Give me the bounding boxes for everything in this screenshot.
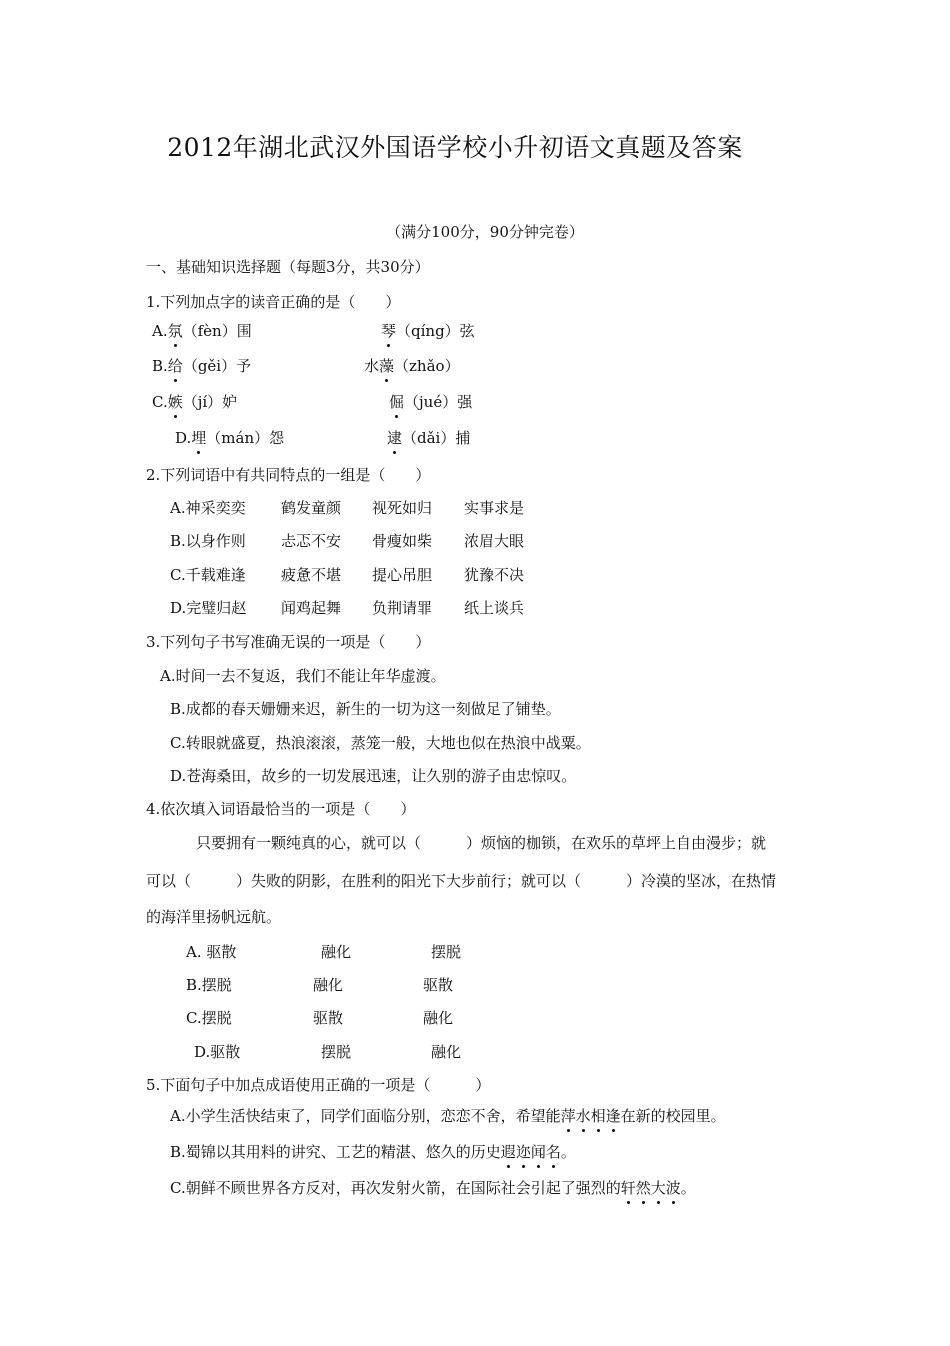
emphasis-dot-char: 大	[650, 1179, 666, 1197]
question-2-stem: 2.下列词语中有共同特点的一组是（ ）	[146, 466, 431, 484]
emphasis-dot-char: 迩	[515, 1143, 531, 1161]
q4-option-b-w3: 驱散	[423, 976, 454, 994]
q1-option-b-left: B.给（gěi）予	[152, 357, 252, 375]
emphasis-dot-char: 藻	[379, 357, 395, 375]
q4-option-a-w3: 摆脱	[431, 943, 462, 961]
exam-info: （满分100分，90分钟完卷）	[386, 223, 584, 241]
q4-option-d-w3: 融化	[431, 1043, 462, 1061]
q2-option-d-w1: D.完璧归赵	[170, 599, 247, 617]
q1-option-d-left: D.埋（mán）怨	[175, 429, 285, 447]
q4-option-a-w2: 融化	[321, 943, 352, 961]
emphasis-dot-char: 然	[635, 1179, 651, 1197]
q4-option-a-w1: A. 驱散	[186, 943, 237, 961]
emphasis-dot-char: 琴	[381, 322, 397, 340]
q3-option-b: B.成都的春天姗姗来迟，新生的一切为这一刻做足了铺垫。	[170, 700, 561, 718]
q2-option-b-w2: 忐忑不安	[281, 532, 342, 550]
q2-option-a-w3: 视死如归	[372, 499, 433, 517]
emphasis-dot-char: 水	[575, 1107, 591, 1125]
q4-option-b-w1: B.摆脱	[186, 976, 232, 994]
q3-option-c: C.转眼就盛夏，热浪滚滚，蒸笼一般，大地也似在热浪中战粟。	[170, 734, 591, 752]
q2-option-c-w3: 提心吊胆	[372, 566, 433, 584]
emphasis-dot-char: 氛	[167, 322, 183, 340]
emphasis-dot-char: 轩	[620, 1179, 636, 1197]
q2-option-c-w2: 疲惫不堪	[281, 566, 342, 584]
emphasis-dot-char: 遐	[500, 1143, 516, 1161]
q4-option-d-w1: D.驱散	[194, 1043, 241, 1061]
q3-option-d: D.苍海桑田，故乡的一切发展迅速，让久别的游子由忠惊叹。	[170, 767, 577, 785]
question-5-stem: 5.下面句子中加点成语使用正确的一项是（ ）	[146, 1076, 491, 1094]
q2-option-d-w2: 闻鸡起舞	[281, 599, 342, 617]
q2-option-a-w1: A.神采奕奕	[170, 499, 246, 517]
q4-option-b-w2: 融化	[313, 976, 344, 994]
question-3-stem: 3.下列句子书写准确无误的一项是（ ）	[146, 633, 431, 651]
section-heading: 一、基础知识选择题（每题3分，共30分）	[146, 258, 430, 276]
q5-option-c: C.朝鲜不顾世界各方反对，再次发射火箭，在国际社会引起了强烈的轩然大波。	[170, 1179, 696, 1197]
q2-option-a-w4: 实事求是	[464, 499, 525, 517]
q2-option-c-w4: 犹豫不决	[464, 566, 525, 584]
q2-option-a-w2: 鹤发童颜	[281, 499, 342, 517]
q2-option-b-w4: 浓眉大眼	[464, 532, 525, 550]
q1-option-a-right: 琴（qíng）弦	[381, 322, 475, 340]
emphasis-dot-char: 给	[167, 357, 183, 375]
q5-option-a: A.小学生活快结束了，同学们面临分别，恋恋不舍，希望能萍水相逢在新的校园里。	[170, 1107, 726, 1125]
q2-option-c-w1: C.千载难逢	[170, 566, 246, 584]
document-title: 2012年湖北武汉外国语学校小升初语文真题及答案	[167, 133, 743, 162]
q4-passage-line-2: 可以（ ）失败的阴影，在胜利的阳光下大步前行；就可以（ ）冷漠的坚冰，在热情	[146, 872, 777, 890]
question-4-stem: 4.依次填入词语最恰当的一项是（ ）	[146, 800, 416, 818]
q1-option-d-right: 逮（dǎi）捕	[387, 429, 471, 447]
q2-option-b-w1: B.以身作则	[170, 532, 246, 550]
emphasis-dot-char: 相	[590, 1107, 606, 1125]
emphasis-dot-char: 名	[545, 1143, 561, 1161]
q2-option-d-w3: 负荆请罪	[372, 599, 433, 617]
q1-option-c-right: 倔（jué）强	[389, 393, 473, 411]
emphasis-dot-char: 波	[665, 1179, 681, 1197]
q3-option-a: A.时间一去不复返，我们不能让年华虚渡。	[160, 667, 446, 685]
emphasis-dot-char: 嫉	[167, 393, 183, 411]
q1-option-c-left: C.嫉（jí）妒	[152, 393, 238, 411]
q4-option-c-w2: 驱散	[313, 1009, 344, 1027]
q4-option-c-w1: C.摆脱	[186, 1009, 232, 1027]
emphasis-dot-char: 闻	[530, 1143, 546, 1161]
emphasis-dot-char: 倔	[389, 393, 405, 411]
emphasis-dot-char: 埋	[191, 429, 207, 447]
q4-option-d-w2: 摆脱	[321, 1043, 352, 1061]
emphasis-dot-char: 逢	[605, 1107, 621, 1125]
q4-option-c-w3: 融化	[423, 1009, 454, 1027]
q1-option-a-left: A.氛（fèn）围	[152, 322, 252, 340]
emphasis-dot-char: 萍	[560, 1107, 576, 1125]
q1-option-b-right: 水藻（zhǎo）	[364, 357, 460, 375]
question-1-stem: 1.下列加点字的读音正确的是（ ）	[146, 293, 401, 311]
q4-passage-line-1: 只要拥有一颗纯真的心，就可以（ ）烦恼的枷锁，在欢乐的草坪上自由漫步；就	[196, 834, 767, 852]
emphasis-dot-char: 逮	[387, 429, 403, 447]
q2-option-d-w4: 纸上谈兵	[464, 599, 525, 617]
q4-passage-line-3: 的海洋里扬帆远航。	[146, 908, 282, 926]
q2-option-b-w3: 骨瘦如柴	[372, 532, 433, 550]
q5-option-b: B.蜀锦以其用料的讲究、工艺的精湛、悠久的历史遐迩闻名。	[170, 1143, 576, 1161]
